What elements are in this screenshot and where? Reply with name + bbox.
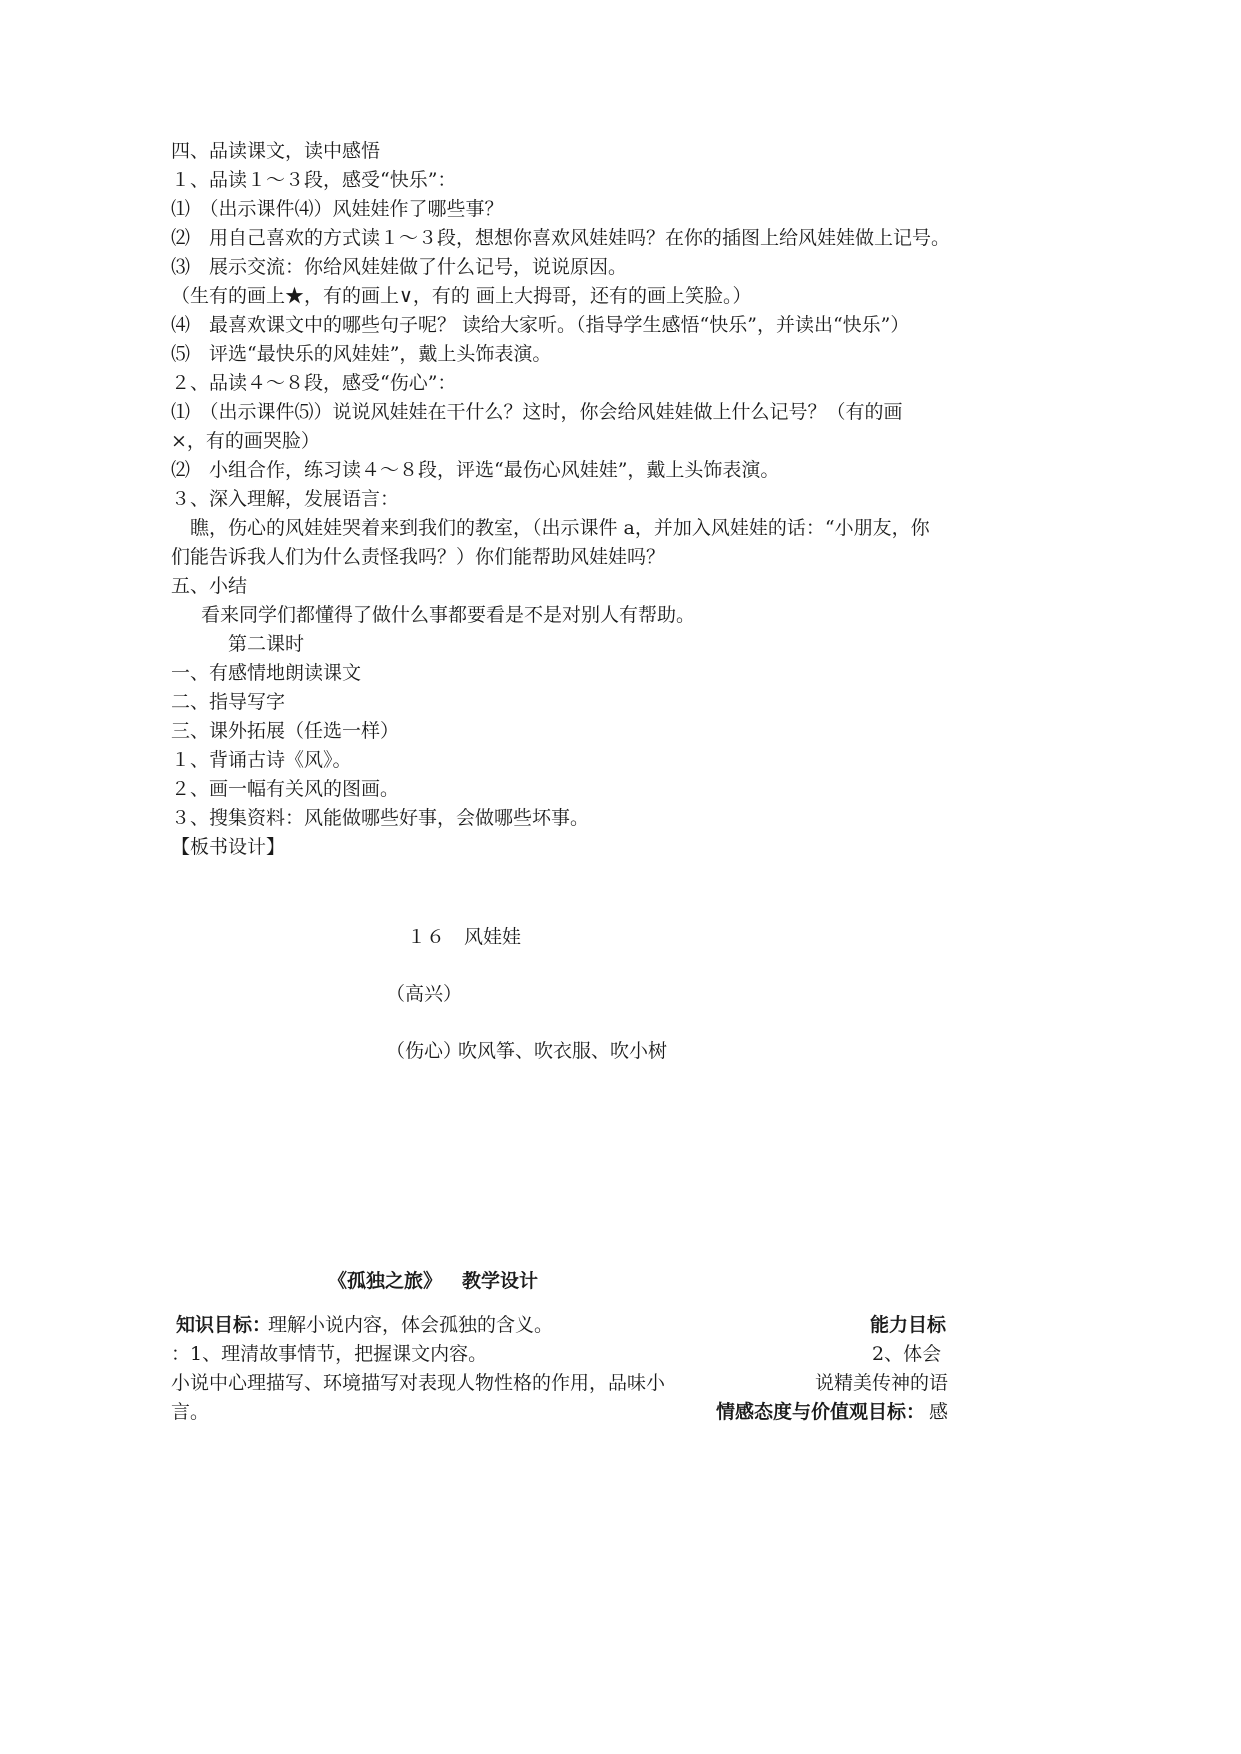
knowledge-goal-label: 知识目标： [176, 1314, 272, 1336]
list-item: ２、画一幅有关风的图画。 [171, 778, 400, 800]
section-heading: 五、小结 [171, 575, 248, 597]
subsection-heading: ２、品读４～８段，感受“伤心”： [171, 372, 457, 394]
list-item: ⑵ 用自己喜欢的方式读１～３段，想想你喜欢风娃娃吗？在你的插图上给风娃娃做上记号。 [171, 227, 951, 249]
list-item: 三、课外拓展（任选一样） [171, 720, 400, 742]
list-item: 一、有感情地朗读课文 [171, 662, 362, 684]
list-item: ⑴ （出示课件⑷）风娃娃作了哪些事？ [171, 198, 504, 220]
list-item: ⑶ 展示交流：你给风娃娃做了什么记号，说说原因。 [171, 256, 628, 278]
list-item: １、背诵古诗《风》。 [171, 749, 352, 771]
emotion-goal-text: 感 [929, 1401, 949, 1423]
list-item-continued: ×，有的画哭脸） [171, 430, 320, 452]
board-label: 【板书设计】 [171, 836, 286, 858]
board-happy: （高兴） [386, 983, 463, 1005]
subsection-heading: ３、深入理解，发展语言： [171, 488, 400, 510]
design-title: 《孤独之旅》 [328, 1270, 443, 1292]
board-title: １６ 风娃娃 [407, 926, 522, 948]
knowledge-goal-text: 理解小说内容，体会孤独的含义。 [268, 1314, 554, 1336]
ability-goal-label: 能力目标 [870, 1314, 947, 1336]
list-item: ⑴ （出示课件⑸）说说风娃娃在干什么？这时，你会给风娃娃做上什么记号？（有的画 [171, 401, 903, 423]
board-sad-examples: 吹风筝、吹衣服、吹小树 [458, 1040, 668, 1062]
list-item: 二、指导写字 [171, 691, 286, 713]
section-heading: 四、品读课文，读中感悟 [171, 140, 381, 162]
list-item: ⑸ 评选“最快乐的风娃娃”，戴上头饰表演。 [171, 343, 552, 365]
paragraph-line: 小说中心理描写、环境描写对表现人物性格的作用，品味小 [171, 1372, 666, 1394]
lesson-title: 第二课时 [228, 633, 305, 655]
summary-text: 看来同学们都懂得了做什么事都要看是不是对别人有帮助。 [201, 604, 696, 626]
list-item: ⑷ 最喜欢课文中的哪些句子呢？ 读给大家听。（指导学生感悟“快乐”，并读出“快乐”） [171, 314, 910, 336]
ability-goal-item: 2、体会 [872, 1343, 942, 1365]
paragraph-line: 们能告诉我人们为什么责怪我吗？）你们能帮助风娃娃吗？ [171, 546, 666, 568]
board-sad: （伤心） [386, 1040, 463, 1062]
design-subtitle: 教学设计 [462, 1270, 539, 1292]
emotion-goal-label: 情感态度与价值观目标： [716, 1401, 926, 1423]
list-item: ⑵ 小组合作，练习读４～８段，评选“最伤心风娃娃”，戴上头饰表演。 [171, 459, 780, 481]
ability-goal-item: ：1、理清故事情节，把握课文内容。 [171, 1343, 488, 1365]
paragraph-line: 说精美传神的语 [815, 1372, 949, 1394]
list-item: ３、搜集资料：风能做哪些好事，会做哪些坏事。 [171, 807, 590, 829]
subsection-heading: １、品读１～３段，感受“快乐”： [171, 169, 457, 191]
paragraph-line: 瞧，伤心的风娃娃哭着来到我们的教室，（出示课件 a，并加入风娃娃的话：“小朋友，你 [190, 517, 930, 539]
list-item: （生有的画上★，有的画上∨，有的 画上大拇哥，还有的画上笑脸。） [171, 285, 752, 307]
paragraph-line: 言。 [171, 1401, 210, 1423]
